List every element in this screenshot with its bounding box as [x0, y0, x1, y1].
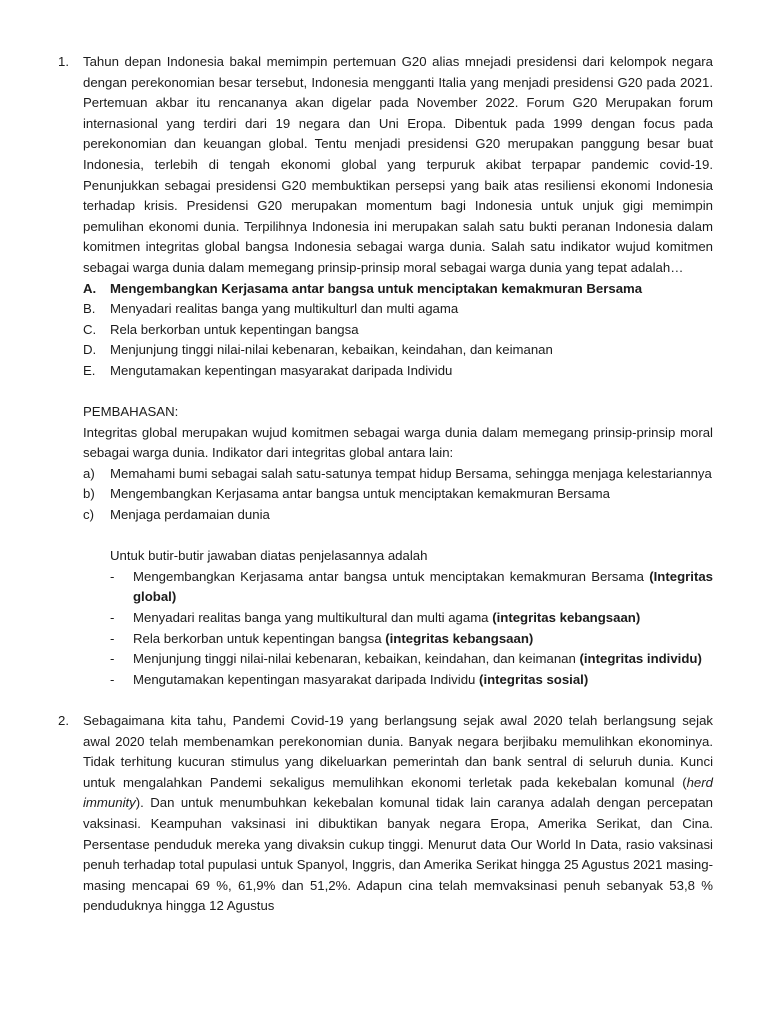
indicator-text: Mengembangkan Kerjasama antar bangsa untuk menciptakan kemakmuran Bersama — [110, 486, 610, 502]
option-a — [83, 279, 713, 300]
explanation-tag: (integritas sosial) — [479, 671, 589, 687]
option-text: Menyadari realitas banga yang multikulturl dan multi agama — [110, 301, 459, 317]
indicator-label: a) — [83, 465, 95, 481]
explanation-item — [83, 567, 713, 608]
discussion-intro: Integritas global merupakan wujud komitmen sebagai warga dunia dalam memegang prinsip-prinsip moral sebagai warga dunia. Indikator dari integritas global antara lain: — [83, 424, 713, 461]
option-b — [83, 299, 713, 320]
question-2 — [0, 711, 713, 917]
dash-bullet: - — [110, 651, 115, 667]
option-label: C. — [83, 321, 97, 337]
explanation-item — [83, 649, 713, 670]
option-label: E. — [83, 362, 96, 378]
option-label: A. — [83, 280, 97, 296]
dash-bullet: - — [110, 610, 115, 626]
option-label: D. — [83, 342, 97, 358]
indicator-list — [83, 464, 713, 526]
option-text: Mengembangkan Kerjasama antar bangsa untuk menciptakan kemakmuran Bersama — [110, 280, 643, 296]
explanation-text: Mengutamakan kepentingan masyarakat daripada Individu — [133, 671, 476, 687]
option-text: Rela berkorban untuk kepentingan bangsa — [110, 321, 359, 337]
option-c — [83, 320, 713, 341]
explanation-text: Mengembangkan Kerjasama antar bangsa untuk menciptakan kemakmuran Bersama — [133, 568, 644, 584]
explanation-list — [83, 567, 713, 691]
option-e — [83, 361, 713, 382]
option-d — [83, 340, 713, 361]
explanation-item — [83, 608, 713, 629]
indicator-label: c) — [83, 507, 94, 523]
answer-options — [83, 279, 713, 382]
explanation-tag: (Integritas global) — [133, 568, 713, 605]
indicator-label: b) — [83, 486, 95, 502]
question-number: 1. — [58, 54, 69, 69]
document-page — [0, 52, 768, 917]
indicator-text: Memahami bumi sebagai salah satu-satunya tempat hidup Bersama, sehingga menjaga kelestariannya — [110, 465, 712, 481]
option-label: B. — [83, 301, 96, 317]
indicator-text: Menjaga perdamaian dunia — [110, 507, 270, 523]
question-1 — [0, 52, 713, 690]
indicator-item — [83, 464, 713, 485]
explanation-item — [83, 670, 713, 691]
explanation-text: Menjunjung tinggi nilai-nilai kebenaran, kebaikan, keindahan, dan keimanan — [133, 651, 576, 667]
explanation-tag: (integritas kebangsaan) — [492, 610, 641, 626]
indicator-item — [83, 505, 713, 526]
option-text: Menjunjung tinggi nilai-nilai kebenaran, kebaikan, keindahan, dan keimanan — [110, 342, 553, 358]
explanation-tag: (integritas individu) — [579, 651, 702, 667]
explanation-intro: Untuk butir-butir jawaban diatas penjelasannya adalah — [110, 548, 428, 564]
dash-bullet: - — [110, 630, 115, 646]
question-text-part-a: Sebagaimana kita tahu, Pandemi Covid-19 yang berlangsung sejak awal 2020 telah berlangsung sejak awal 2020 telah membenamkan perekonomian dunia. Banyak negara berjibaku memulihkan ekonominya. Tidak terhitung kucuran stimulus yang dikeluarkan pemerintah dan bank sentral di seluruh dunia. Kunci untuk mengalahkan Pandemi sekaligus memulihkan ekonomi terletak pada kekebalan komunal ( — [83, 713, 713, 790]
explanation-text: Menyadari realitas banga yang multikultural dan multi agama — [133, 610, 489, 626]
herd-immunity-term: herd immunity — [83, 774, 713, 811]
dash-bullet: - — [110, 671, 115, 687]
question-text — [83, 711, 713, 917]
question-number: 2. — [58, 713, 69, 728]
explanation-text: Rela berkorban untuk kepentingan bangsa — [133, 630, 382, 646]
option-text: Mengutamakan kepentingan masyarakat daripada Individu — [110, 362, 453, 378]
dash-bullet: - — [110, 568, 115, 584]
question-text: Tahun depan Indonesia bakal memimpin pertemuan G20 alias mnejadi presidensi dari kelompok negara dengan perekonomian besar tersebut, Indonesia mengganti Italia yang menjadi presidensi G20 pada 2021. Pertemuan akbar itu rencananya akan digelar pada November 2022. Forum G20 Merupakan forum internasional yang terdiri dari 19 negara dan Uni Eropa. Dibentuk pada 1999 dengan focus pada perekonomian dan keuangan global. Tentu menjadi presidensi G20 merupakan panggung besar buat Indonesia, terlebih di tengah ekonomi global yang terpuruk akibat terpapar pandemic covid-19. Penunjukkan sebagai presidensi G20 membuktikan persepsi yang baik atas resiliensi ekonomi Indonesia terhadap krisis. Presidensi G20 merupakan momentum bagi Indonesia untuk unjuk gigi memimpin pemulihan ekonomi dunia. Terpilihnya Indonesia ini merupakan salah satu bukti peranan Indonesia dalam komitmen integritas global bangsa Indonesia sebagai warga dunia. Salah satu indikator wujud komitmen sebagai warga dunia dalam memegang prinsip-prinsip moral sebagai warga dunia yang tepat adalah… — [83, 54, 713, 275]
explanation-item — [83, 629, 713, 650]
explanation-tag: (integritas kebangsaan) — [385, 630, 534, 646]
question-text-part-b: ). Dan untuk menumbuhkan kekebalan komunal tidak lain caranya adalah dengan percepatan vaksinasi. Keampuhan vaksinasi ini dibuktikan banyak negara Eropa, Amerika Serikat, dan Cina. Persentase penduduk mereka yang divaksin cukup tinggi. Menurut data Our World In Data, rasio vaksinasi penuh terhadap total pupulasi untuk Spanyol, Inggris, dan Amerika Serikat hingga 25 Agustus 2021 masing-masing mencapai 69 %, 61,9% dan 51,2%. Adapun cina telah memvaksinasi penuh sebanyak 53,8 % penduduknya hingga 12 Agustus — [83, 795, 713, 914]
indicator-item — [83, 484, 713, 505]
discussion-heading: PEMBAHASAN: — [83, 404, 179, 420]
